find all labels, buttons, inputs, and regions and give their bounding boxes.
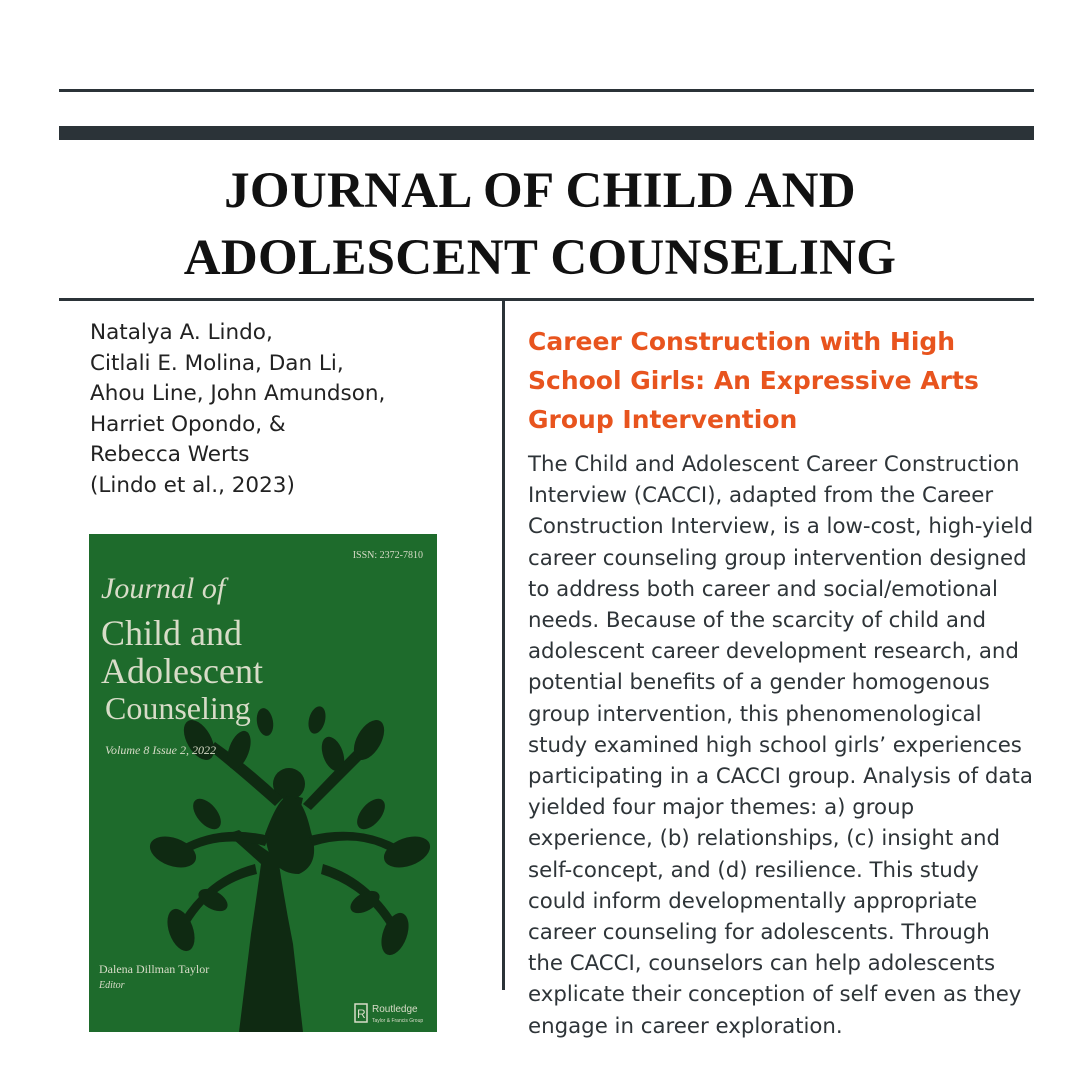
author-list	[90, 318, 480, 501]
svg-text:R: R	[357, 1007, 366, 1021]
section-divider	[59, 298, 1034, 301]
cover-issn: ISSN: 2372-7810	[352, 550, 423, 561]
article-title-line: Career Construction with High	[528, 327, 956, 356]
journal-title	[59, 158, 1021, 292]
cover-title-line-4: Counseling	[105, 690, 251, 726]
abstract-line: career counseling for adolescents. Through	[528, 920, 990, 946]
cover-publisher-subtitle: Taylor & Francis Group	[372, 1018, 424, 1024]
article-abstract	[528, 449, 1058, 1042]
cover-title-line-3: Adolescent	[101, 651, 263, 691]
abstract-line: engage in career exploration.	[528, 1013, 843, 1039]
top-thin-rule	[59, 89, 1034, 92]
abstract-line: could inform developmentally appropriate	[528, 888, 978, 914]
author-line: Natalya A. Lindo,	[90, 320, 273, 345]
journal-title-line-1: JOURNAL OF CHILD AND	[224, 163, 856, 219]
cover-editor-role: Editor	[99, 980, 125, 991]
abstract-line: potential benefits of a gender homogenous	[528, 670, 990, 696]
tree-illustration	[89, 534, 437, 1032]
author-line: Rebecca Werts	[90, 442, 250, 467]
cover-title-line-1: Journal of	[101, 572, 226, 605]
top-thick-rule	[59, 126, 1034, 140]
article-title-line: Group Intervention	[528, 405, 798, 434]
author-line: Ahou Line, John Amundson,	[90, 381, 386, 406]
cover-title-line-2: Child and	[101, 613, 242, 653]
abstract-line: Construction Interview, is a low-cost, high-yield	[528, 514, 1034, 540]
abstract-line: experience, (b) relationships, (c) insight and	[528, 826, 1001, 852]
abstract-line: group intervention, this phenomenological	[528, 701, 982, 727]
abstract-line: The Child and Adolescent Career Construction	[528, 452, 1020, 477]
cover-publisher: Routledge	[372, 1004, 418, 1015]
author-line: Harriet Opondo, &	[90, 411, 286, 437]
abstract-line: the CACCI, counselors can help adolescents	[528, 951, 996, 977]
article-title-line: School Girls: An Expressive Arts	[528, 366, 979, 395]
author-line: Citlali E. Molina, Dan Li,	[90, 350, 344, 376]
abstract-line: adolescent career development research, and	[528, 639, 1019, 665]
abstract-line: study examined high school girls’ experiences	[528, 732, 1022, 758]
column-divider	[502, 300, 505, 990]
abstract-line: self-concept, and (d) resilience. This study	[528, 857, 979, 883]
journal-title-line-2: ADOLESCENT COUNSELING	[183, 230, 897, 286]
abstract-line: explicate their conception of self even as they	[528, 982, 1022, 1008]
cover-editor-name: Dalena Dillman Taylor	[99, 962, 210, 976]
abstract-line: yielded four major themes: a) group	[528, 795, 915, 821]
citation: (Lindo et al., 2023)	[90, 472, 295, 498]
abstract-line: to address both career and social/emotional	[528, 576, 998, 602]
article-title	[528, 322, 1028, 439]
abstract-line: needs. Because of the scarcity of child and	[528, 608, 986, 634]
journal-cover-image	[89, 534, 437, 1032]
abstract-line: career counseling group intervention designed	[528, 545, 1027, 571]
abstract-line: participating in a CACCI group. Analysis of data	[528, 764, 1033, 790]
cover-volume: Volume 8 Issue 2, 2022	[105, 743, 216, 757]
abstract-line: Interview (CACCI), adapted from the Career	[528, 483, 994, 509]
